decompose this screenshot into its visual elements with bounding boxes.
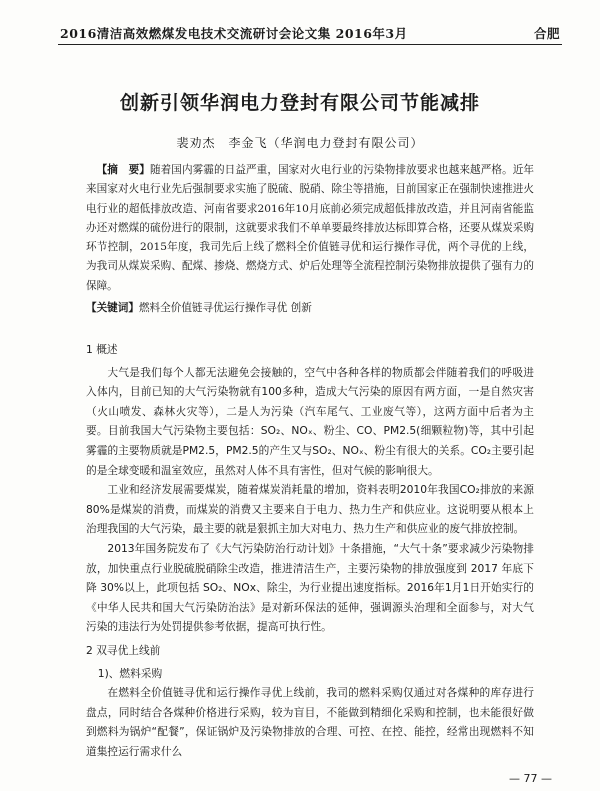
body-text [86, 336, 534, 761]
paragraph: 大气是我们每个人都无法避免会接触的，空气中各种各样的物质都会伴随着我们的呼吸进入体内，目前已知的大气污染物就有100多种，造成大气污染的原因有两方面，一是自然灾害（火山喷发、森林火灾等），二是人为污染（汽车尾气、工业废气等），这两方面中后者为主要。目前我国大气污染物主要包括：SO₂、NOₓ、粉尘、CO、PM2.5(细颗粒物)等，其中引起雾霾的主要物质就是PM2.5，PM2.5的产生又与SO₂、NOₓ、粉尘有很大的关系。CO₂主要引起的是全球变暖和温室效应，虽然对人体不具有害性，但对气候的影响很大。 [86, 365, 534, 477]
abstract [86, 161, 534, 296]
page-number: — 77 — [509, 772, 552, 785]
section-heading: 2 双寻优上线前 [86, 643, 161, 657]
abstract-text: 随着国内雾霾的日益严重，国家对火电行业的污染物排放要求也越来越严格。近年来国家对火电行业先后强制要求实施了脱硫、脱硝、除尘等措施，目前国家正在强制快速推进火电行业的超低排放改造、河南省要求2016年10月底前必须完成超低排放改造，并且河南省能监办还对燃煤的硫份进行的限制，这就要求我们不单单要最终排放达标即算合格，还要从煤炭采购环节控制，2015年度，我司先后上线了燃料全价值链寻优和运行操作寻优，两个寻优的上线，为我司从煤炭采购、配煤、掺烧、燃烧方式、炉后处理等全流程控制污染物排放提供了强有力的保障。 [86, 164, 535, 292]
authors: 裴劝杰 李金飞（华润电力登封有限公司） [176, 136, 424, 150]
running-header-location: 合肥 [533, 26, 560, 41]
section-heading: 1 概述 [86, 343, 118, 356]
paragraph: 2013年国务院发布了《大气污染防治行动计划》十条措施，“大气十条”要求减少污染物排放，加快重点行业脱硫脱硝除尘改造，推进清洁生产，主要污染物的排放强度到 2017 年底下降 30%以上，此项包括 SO₂、NOx、除尘，为行业提出速度指标。2016年1月1日开始实行的《中华人民共和国大气污染防治法》是对新环保法的延伸，强调源头治理和全面参与，对大气污染的违法行为处罚提供参考依据，提高可执行性。 [86, 541, 534, 634]
keywords [86, 299, 534, 318]
abstract-label: 【摘 要】 [96, 164, 150, 176]
keywords-label: 【关键词】 [86, 302, 139, 314]
paper-title: 创新引领华润电力登封有限公司节能减排 [119, 92, 480, 114]
running-header-title: 2016清洁高效燃煤发电技术交流研讨会论文集 2016年3月 [60, 26, 408, 41]
keywords-text: 燃料全价值链寻优运行操作寻优 创新 [138, 302, 312, 314]
running-header [60, 24, 560, 42]
paragraph: 在燃料全价值链寻优和运行操作寻优上线前，我司的燃料采购仅通过对各煤种的库存进行盘点，同时结合各煤种价格进行采购，较为盲目，不能做到精细化采购和控制，也未能很好做到燃料为锅炉“配餐”，保证锅炉及污染物排放的合理、可控、在控、能控，经常出现燃料不知道集控运行需求什么 [86, 686, 534, 758]
subsection-heading: 1)、燃料采购 [97, 666, 163, 680]
paragraph: 工业和经济发展需要煤炭，随着煤炭消耗量的增加，资料表明2010年我国CO₂排放的来源80%是煤炭的消费，而煤炭的消费又主要来自于电力、热力生产和供应业。这说明要从根本上治理我国的大气污染，最主要的就是狠抓主加大对电力、热力生产和供应业的废气排放控制。 [86, 483, 534, 536]
header-rule [58, 44, 562, 45]
